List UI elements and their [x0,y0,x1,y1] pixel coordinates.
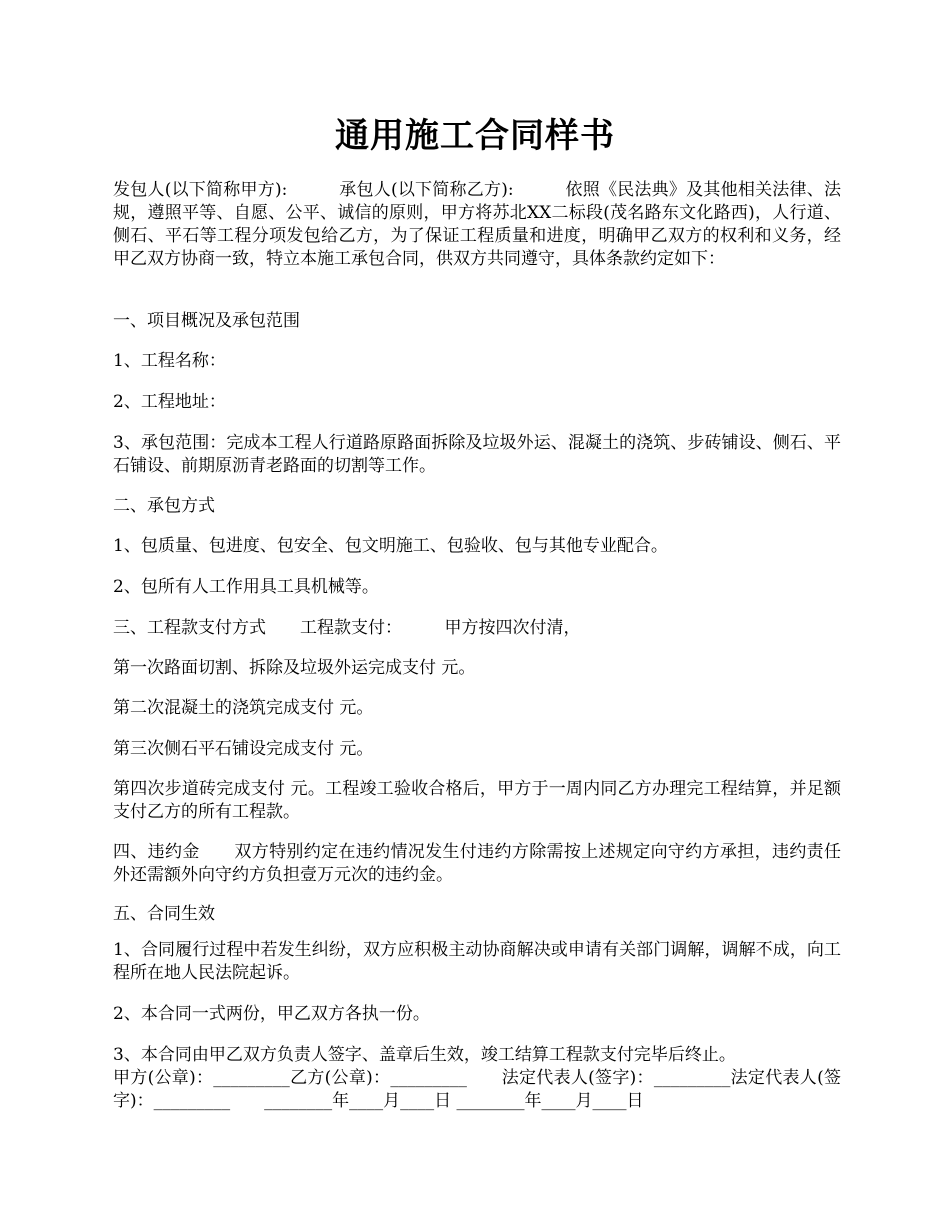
paragraph: 第二次混凝土的浇筑完成支付 元。 [113,698,374,718]
paragraph: 1、工程名称： [113,351,226,371]
list-item [113,535,841,558]
signature-block [113,1067,841,1113]
paragraph: 2、包所有人工作用具工具机械等。 [113,577,379,597]
paragraph: 第四次步道砖完成支付 元。工程竣工验收合格后，甲方于一周内同乙方办理完工程结算，并足额支付乙方的所有工程款。 [113,779,841,822]
section-heading [113,310,841,333]
paragraph: 一、项目概况及承包范围 [113,311,300,331]
list-item [113,738,841,761]
paragraph: 第三次侧石平石铺设完成支付 元。 [113,739,374,759]
list-item [113,697,841,720]
section-heading [113,903,841,926]
paragraph: 2、本合同一式两份，甲乙双方各执一份。 [113,1004,430,1024]
list-item [113,1003,841,1026]
paragraph: 三、工程款支付方式 工程款支付： 甲方按四次付清， [113,618,581,638]
paragraph: 3、本合同由甲乙双方负责人签字、盖章后生效，竣工结算工程款支付完毕后终止。 [113,1045,736,1065]
paragraph: 2、工程地址： [113,392,226,412]
paragraph: 1、合同履行过程中若发生纠纷，双方应积极主动协商解决或申请有关部门调解，调解不成，向工程所在地人民法院起诉。 [113,940,841,983]
section-heading [113,841,841,887]
list-item [113,657,841,680]
paragraph: 五、合同生效 [113,904,215,924]
document-title: 通用施工合同样书 [335,116,615,156]
list-item [113,576,841,599]
list-item [113,939,841,985]
paragraph: 1、包质量、包进度、包安全、包文明施工、包验收、包与其他专业配合。 [113,536,668,556]
paragraph: 3、承包范围：完成本工程人行道路原路面拆除及垃圾外运、混凝土的浇筑、步砖铺设、侧石、平石铺设、前期原沥青老路面的切割等工作。 [113,433,841,476]
list-item [113,432,841,478]
paragraph: 发包人(以下简称甲方): 承包人(以下简称乙方): 依照《民法典》及其他相关法律、法规，遵照平等、自愿、公平、诚信的原则，甲方将苏北XX二标段(茂名路东文化路西)，人行道、侧石、平石等工程分项发包给乙方，为了保证工程质量和进度，明确甲乙双方的权利和义务，经甲乙双方协商一致，特立本施工承包合同，供双方共同遵守，具体条款约定如下： [113,180,841,269]
paragraph: 四、违约金 双方特别约定在违约情况发生付违约方除需按上述规定向守约方承担，违约责任外还需额外向守约方负担壹万元次的违约金。 [113,842,841,885]
list-item [113,1044,841,1067]
section-heading [113,617,841,640]
list-item [113,391,841,414]
list-item [113,350,841,373]
paragraph: 第一次路面切割、拆除及垃圾外运完成支付 元。 [113,658,476,678]
paragraph: 甲方(公章)：_________乙方(公章)：_________ 法定代表人(签字)：_________法定代表人(签字)：_________ ________年____月____日 ________年____月____日 [113,1068,841,1111]
paragraph: 二、承包方式 [113,496,215,516]
section-heading [113,495,841,518]
intro-paragraph [113,179,841,271]
list-item [113,778,841,824]
